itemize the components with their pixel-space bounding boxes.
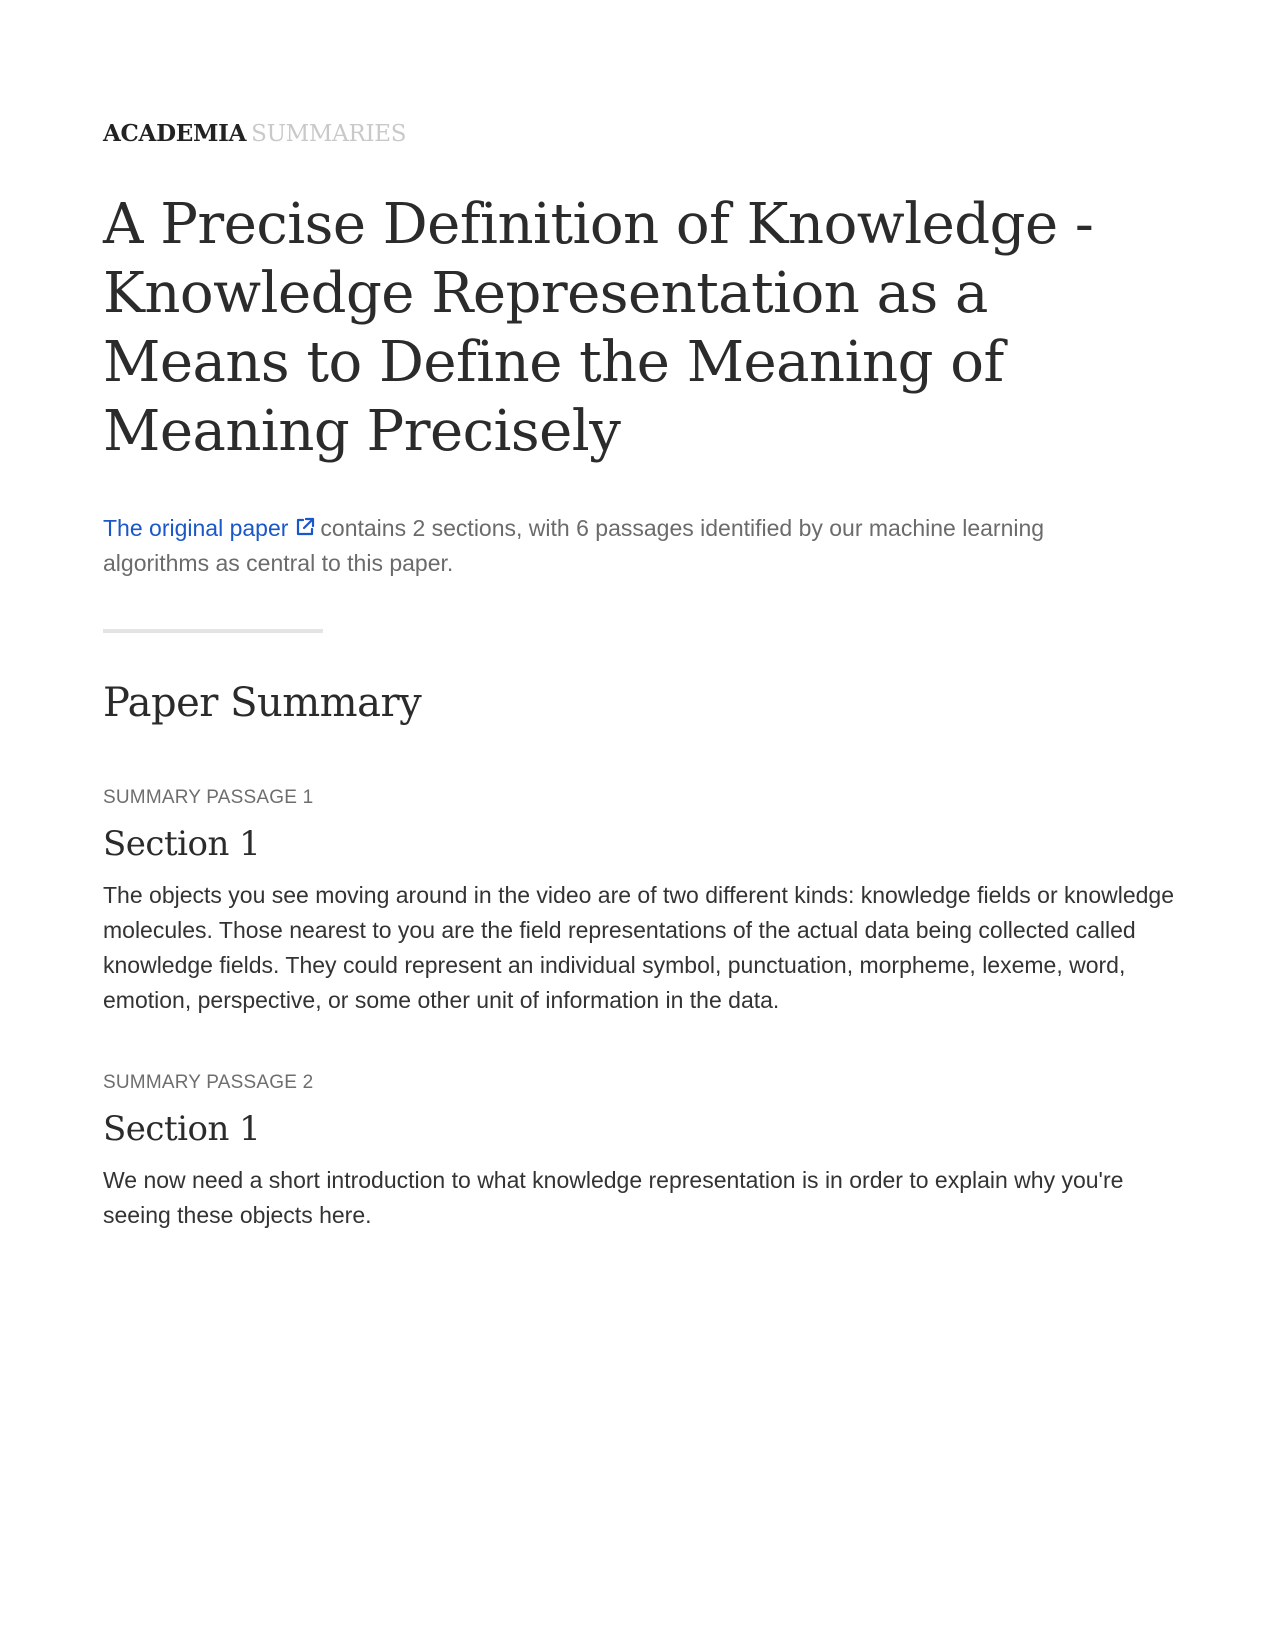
summary-passage	[103, 1071, 1183, 1233]
passage-section-title: Section 1	[103, 824, 261, 864]
brand-logo[interactable]	[103, 120, 406, 147]
intro-paragraph	[103, 511, 1143, 581]
original-paper-link-label: The original paper	[103, 515, 289, 541]
passage-text: We now need a short introduction to what knowledge representation is in order to explain why you're seeing these objects here.	[103, 1167, 1124, 1228]
section-divider	[103, 629, 323, 633]
summary-passage	[103, 786, 1183, 1018]
intro-text: contains 2 sections, with 6 passages identified by our machine learning algorithms as central to this paper.	[103, 515, 1045, 576]
passage-section-title: Section 1	[103, 1109, 261, 1149]
brand-subtitle: SUMMARIES	[251, 121, 407, 147]
summary-heading: Paper Summary	[103, 680, 422, 726]
original-paper-link[interactable]	[103, 515, 320, 541]
passage-label: SUMMARY PASSAGE 1	[103, 787, 314, 808]
paper-title: A Precise Definition of Knowledge - Knowledge Representation as a Means to Define the Meaning of Meaning Precisely	[103, 192, 1094, 464]
passage-label: SUMMARY PASSAGE 2	[103, 1072, 314, 1093]
brand-name: ACADEMIA	[103, 120, 247, 147]
passage-text: The objects you see moving around in the video are of two different kinds: knowledge fields or knowledge molecules. Those nearest to you are the field representations of the actual data being collected called knowledge fields. They could represent an individual symbol, punctuation, morpheme, lexeme, word, emotion, perspective, or some other unit of information in the data.	[103, 882, 1174, 1013]
external-link-icon	[294, 513, 316, 535]
